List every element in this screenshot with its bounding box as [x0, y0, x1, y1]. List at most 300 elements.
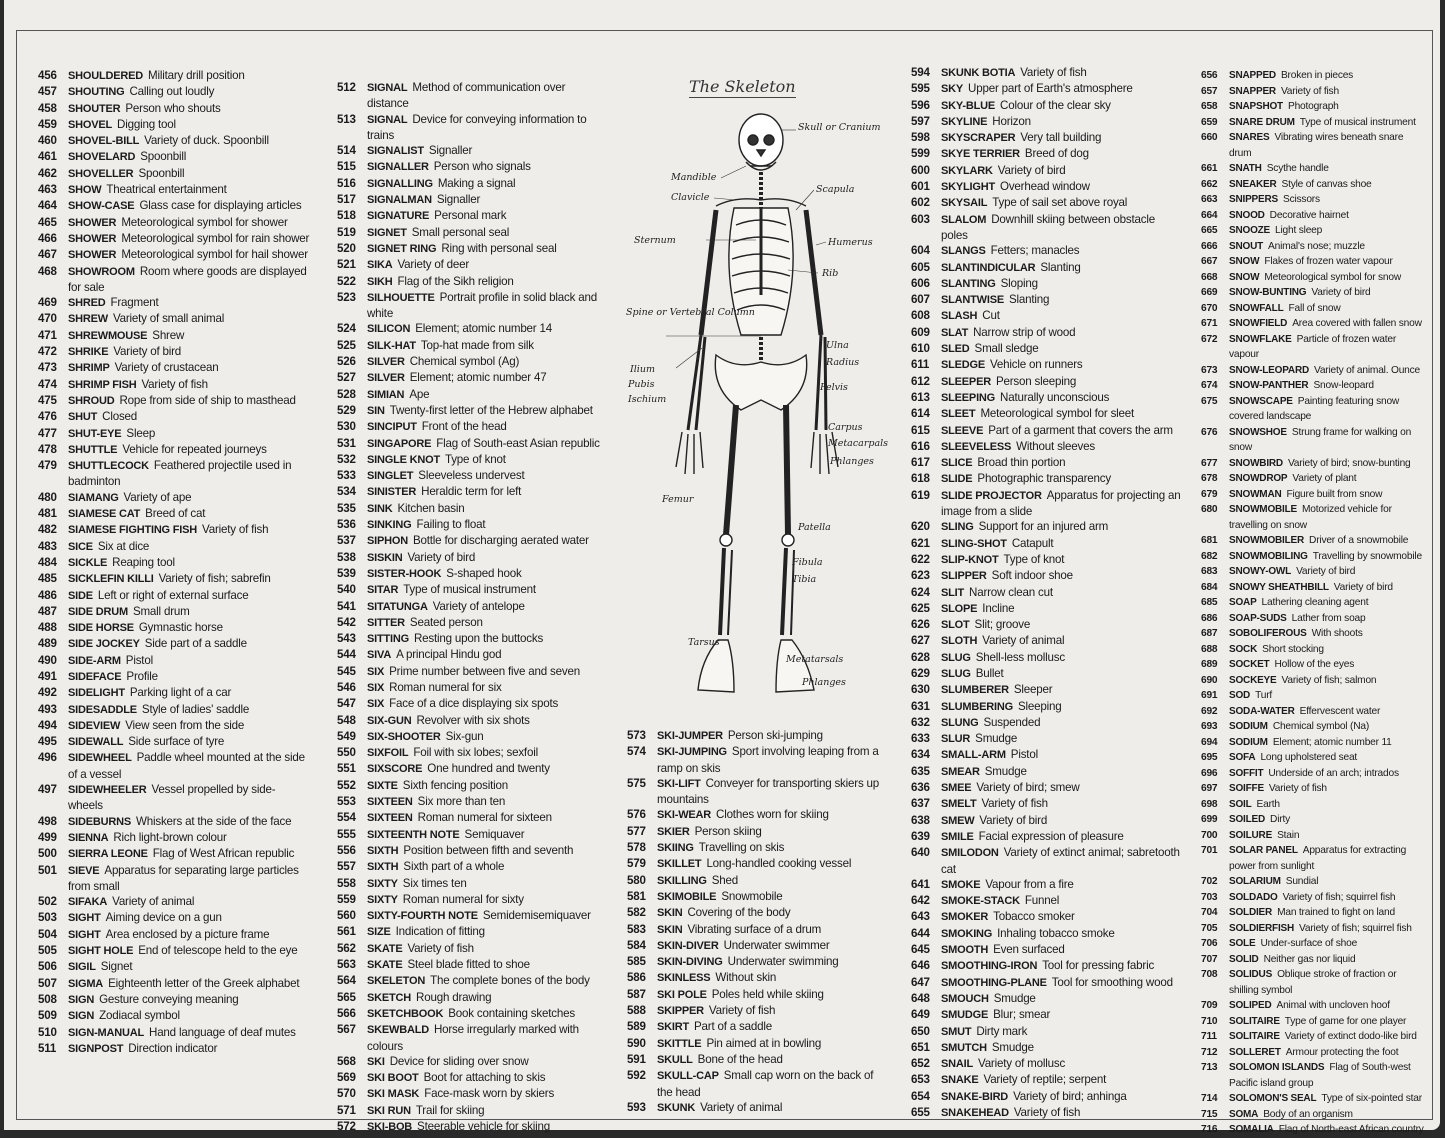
dictionary-entry [1201, 564, 1427, 580]
entry-number: 530 [337, 420, 356, 434]
label-mandible: Mandible [671, 172, 717, 183]
entry-headword: SMALL-ARM [941, 749, 1006, 762]
dictionary-entry [627, 905, 889, 921]
entry-headword: SNOWFLAKE [1229, 333, 1292, 345]
entry-number: 484 [38, 555, 57, 569]
entry-headword: SKIING [657, 842, 694, 855]
entry-definition: Colour of the clear sky [1000, 98, 1111, 112]
entry-definition: Semidemisemiquaver [482, 909, 591, 923]
entry-headword: SKYE TERRIER [941, 148, 1020, 161]
entry-number: 487 [38, 604, 57, 618]
entry-definition: Smudge [993, 991, 1036, 1005]
entry-definition: Meteorological symbol for sleet [980, 407, 1135, 421]
entry-number: 626 [911, 618, 930, 632]
dictionary-entry [911, 585, 1181, 601]
entry-number: 598 [911, 131, 930, 145]
dictionary-entry [1201, 673, 1427, 689]
entry-definition: Variety of crustacean [114, 361, 219, 375]
dictionary-entry [1201, 704, 1427, 720]
entry-number: 662 [1201, 178, 1218, 190]
entry-number: 539 [337, 566, 356, 580]
entry-definition: Vehicle on runners [990, 358, 1083, 372]
entry-number: 709 [1201, 1000, 1218, 1011]
entry-number: 503 [38, 911, 57, 925]
dictionary-entry [38, 182, 310, 198]
entry-definition: Shed [711, 873, 739, 887]
entry-headword: SIAMESE CAT [68, 508, 141, 521]
entry-number: 491 [38, 669, 57, 683]
entry-number: 541 [337, 599, 356, 613]
dictionary-entry [38, 927, 310, 943]
entry-definition: Element; atomic number 47 [409, 371, 547, 385]
entry-headword: SNOWSCAPE [1229, 395, 1293, 407]
dictionary-entry [1201, 626, 1427, 642]
entry-number: 628 [911, 650, 930, 664]
entry-number: 547 [337, 697, 356, 711]
entry-definition: Variety of fish; salmon [1281, 674, 1377, 686]
entry-headword: SLOT [941, 619, 970, 632]
entry-headword: SLANGS [941, 245, 986, 258]
entry-headword: SNOWSHOE [1229, 426, 1287, 438]
entry-definition: Photographic transparency [977, 472, 1111, 486]
dictionary-entry [911, 601, 1181, 617]
entry-number: 693 [1201, 721, 1218, 732]
entry-headword: SOMA [1229, 1108, 1259, 1120]
dictionary-entry [38, 360, 310, 376]
entry-definition: Variety of fish; squirrel fish [1282, 891, 1396, 903]
entry-number: 465 [38, 215, 57, 229]
entry-headword: SIGNAL [367, 113, 408, 126]
dictionary-entry [38, 959, 310, 975]
entry-headword: SKYSAIL [941, 197, 988, 210]
entry-definition: Snowmobile [721, 889, 783, 903]
dictionary-entry [911, 488, 1181, 520]
dictionary-entry [911, 747, 1181, 763]
dictionary-entry [1201, 471, 1427, 487]
entry-definition: Person sleeping [995, 374, 1077, 388]
entry-definition: Type of musical instrument [403, 583, 536, 597]
dictionary-entry [337, 452, 607, 468]
entry-headword: SKULL-CAP [657, 1070, 719, 1083]
entry-number: 716 [1201, 1124, 1218, 1135]
entry-number: 660 [1201, 132, 1218, 143]
dictionary-entry [337, 274, 607, 290]
entry-number: 622 [911, 552, 930, 566]
entry-headword: SMILODON [941, 847, 999, 860]
entry-number: 523 [337, 290, 356, 304]
entry-number: 667 [1201, 256, 1218, 267]
entry-number: 512 [337, 81, 356, 94]
entry-number: 513 [337, 112, 356, 126]
entry-number: 517 [337, 193, 356, 207]
dictionary-entry [337, 517, 607, 533]
dictionary-entry [337, 1070, 607, 1086]
entry-definition: Upper part of Earth's atmosphere [968, 82, 1133, 96]
entry-definition: Travelling on skis [698, 841, 785, 855]
dictionary-entry [911, 958, 1181, 974]
entry-number: 519 [337, 225, 356, 239]
label-fibula: Fibula [792, 557, 823, 568]
entry-number: 572 [337, 1120, 356, 1133]
dictionary-entry [911, 813, 1181, 829]
entry-number: 688 [1201, 643, 1218, 655]
entry-definition: Variety of fish [981, 797, 1048, 811]
entry-definition: Foil with six lobes; sexfoil [413, 746, 538, 760]
entry-definition: Area covered with fallen snow [1292, 318, 1422, 329]
entry-definition: Gymnastic horse [138, 621, 223, 635]
entry-headword: SODIUM [1229, 736, 1268, 748]
entry-headword: SISTER-HOOK [367, 567, 442, 580]
entry-definition: Variety of animal. Ounce [1314, 364, 1420, 376]
dictionary-entry [911, 991, 1181, 1007]
entry-definition: The complete bones of the body [430, 974, 590, 988]
entry-number: 634 [911, 748, 930, 762]
entry-number: 601 [911, 180, 930, 194]
entry-definition: Type of sail set above royal [992, 196, 1128, 210]
entry-definition: Calling out loudly [129, 85, 215, 99]
entry-headword: SHREWMOUSE [68, 329, 148, 342]
entry-definition: Apparatus for projecting an image from a slide [941, 488, 1181, 519]
dictionary-entry [627, 840, 889, 856]
entry-number: 468 [38, 264, 57, 278]
entry-definition: Vessel propelled by side-wheels [68, 783, 276, 813]
entry-definition: Person ski-jumping [727, 729, 823, 742]
entry-definition: Variety of small animal [112, 312, 225, 326]
entry-number: 516 [337, 176, 356, 190]
entry-number: 588 [627, 1004, 646, 1018]
entry-number: 587 [627, 987, 646, 1001]
entry-headword: SNAIL [941, 1058, 974, 1071]
entry-headword: SMEE [941, 782, 972, 795]
entry-number: 565 [337, 990, 356, 1004]
label-ilium: Ilium [630, 364, 655, 375]
dictionary-entry [337, 370, 607, 386]
entry-number: 471 [38, 328, 57, 342]
entry-definition: Hollow of the eyes [1274, 659, 1355, 670]
entry-definition: Animal with uncloven hoof [1276, 1000, 1390, 1011]
entry-headword: SLUR [941, 733, 971, 746]
dictionary-entry [1201, 316, 1427, 332]
entry-headword: SLIT [941, 586, 965, 599]
entry-definition: Underwater swimmer [723, 938, 830, 952]
entry-headword: SKITTLE [657, 1037, 702, 1050]
label-patella: Patella [798, 522, 831, 533]
entry-definition: Variety of animal [112, 895, 195, 909]
entry-definition: Downhill skiing between obstacle poles [941, 212, 1155, 242]
label-scapula: Scapula [816, 184, 855, 195]
entry-headword: SIXTH [367, 861, 399, 874]
dictionary-entry [1201, 239, 1427, 255]
dictionary-entry [911, 617, 1181, 633]
entry-headword: SLASH [941, 310, 978, 323]
entry-headword: SKELETON [367, 975, 426, 988]
entry-definition: Roman numeral for sixteen [417, 811, 552, 825]
dictionary-entry [1201, 208, 1427, 224]
dictionary-entry [38, 718, 310, 734]
dictionary-entry [38, 198, 310, 214]
entry-definition: Steerable vehicle for skiing [417, 1120, 551, 1133]
entry-definition: Smudge [984, 764, 1027, 778]
entry-number: 575 [627, 776, 646, 790]
entry-headword: SOLDADO [1229, 891, 1278, 903]
entry-headword: SNOWMOBILE [1229, 504, 1297, 515]
dictionary-entry [38, 846, 310, 862]
dictionary-entry [337, 941, 607, 957]
entry-headword: SNOWFALL [1229, 302, 1284, 314]
dictionary-entry [38, 976, 310, 992]
entry-number: 611 [911, 358, 930, 372]
entry-number: 536 [337, 518, 356, 532]
entry-definition: Long-handled cooking vessel [706, 857, 852, 871]
entry-headword: SIDEBURNS [68, 815, 131, 828]
entry-definition: Variety of bird; anhinga [1013, 1089, 1127, 1103]
entry-number: 478 [38, 442, 57, 456]
dictionary-entry [1201, 828, 1427, 844]
entry-headword: SHOVELARD [68, 151, 136, 164]
entry-headword: SHUTTLECOCK [68, 460, 149, 473]
entry-number: 498 [38, 814, 57, 828]
entry-definition: Fetters; manacles [990, 244, 1080, 258]
entry-definition: Side part of a saddle [144, 637, 247, 651]
dictionary-entry [911, 163, 1181, 179]
entry-number: 663 [1201, 194, 1218, 205]
entry-number: 603 [911, 212, 930, 226]
entry-column-2 [337, 80, 607, 1135]
entry-definition: Style of ladies' saddle [141, 702, 250, 716]
entry-number: 574 [627, 745, 646, 759]
entry-number: 696 [1201, 767, 1218, 779]
entry-number: 679 [1201, 488, 1218, 500]
entry-number: 483 [38, 539, 57, 553]
dictionary-entry [38, 669, 310, 685]
entry-number: 476 [38, 410, 57, 424]
entry-number: 615 [911, 423, 930, 437]
dictionary-entry [38, 231, 310, 247]
entry-number: 680 [1201, 504, 1218, 515]
entry-number: 629 [911, 666, 930, 680]
entry-headword: SOAP-SUDS [1229, 612, 1287, 624]
entry-headword: SMOOTHING-IRON [941, 960, 1038, 973]
entry-headword: SLUNG [941, 716, 979, 729]
dictionary-entry [1201, 874, 1427, 890]
entry-definition: Scythe handle [1266, 163, 1329, 174]
entry-definition: Variety of fish [202, 523, 269, 537]
entry-number: 496 [38, 751, 57, 765]
entry-headword: SIXSCORE [367, 763, 423, 776]
dictionary-entry [1201, 1107, 1427, 1123]
entry-number: 637 [911, 797, 930, 811]
entry-headword: SIDELIGHT [68, 687, 125, 700]
entry-headword: SKIMOBILE [657, 890, 717, 903]
entry-headword: SICKLEFIN KILLI [68, 573, 154, 586]
entry-number: 585 [627, 955, 646, 969]
entry-headword: SHRIMP FISH [68, 378, 137, 391]
entry-headword: SNATH [1229, 163, 1262, 174]
entry-number: 568 [337, 1054, 356, 1068]
dictionary-entry [627, 1068, 889, 1100]
entry-number: 479 [38, 459, 57, 473]
dictionary-entry [911, 81, 1181, 97]
dictionary-entry [337, 176, 607, 192]
entry-definition: Man trained to fight on land [1277, 907, 1395, 918]
entry-number: 550 [337, 746, 356, 760]
entry-headword: SHUT-EYE [68, 427, 122, 440]
dictionary-entry [337, 225, 607, 241]
label-carpus: Carpus [828, 422, 863, 433]
entry-number: 704 [1201, 907, 1218, 918]
dictionary-entry [1201, 1029, 1427, 1045]
entry-number: 674 [1201, 380, 1218, 391]
entry-headword: SIAMESE FIGHTING FISH [68, 524, 198, 537]
entry-headword: SKI-JUMPER [657, 730, 723, 742]
label-phalanges-hand: Phlanges [830, 456, 874, 467]
dictionary-entry [627, 824, 889, 840]
dictionary-entry [38, 295, 310, 311]
entry-number: 589 [627, 1020, 646, 1034]
entry-definition: Very tall building [1020, 131, 1102, 145]
dictionary-entry [38, 393, 310, 409]
entry-number: 500 [38, 847, 57, 861]
entry-headword: SHRIKE [68, 346, 109, 359]
entry-headword: SILICON [367, 323, 411, 336]
entry-definition: Long upholstered seat [1260, 752, 1358, 763]
dictionary-entry [38, 522, 310, 538]
entry-column-1 [38, 68, 310, 1057]
entry-number: 508 [38, 992, 57, 1006]
entry-definition: Element; atomic number 14 [415, 322, 552, 336]
dictionary-entry [337, 1103, 607, 1119]
entry-headword: SIGHT HOLE [68, 945, 134, 958]
entry-headword: SNAPPED [1229, 70, 1276, 81]
entry-number: 573 [627, 729, 646, 742]
entry-number: 678 [1201, 473, 1218, 484]
dictionary-entry [911, 292, 1181, 308]
entry-number: 492 [38, 686, 57, 700]
entry-number: 457 [38, 85, 57, 99]
entry-number: 525 [337, 338, 356, 352]
entry-definition: Spoonbill [140, 150, 187, 164]
entry-definition: Body of an organism [1263, 1108, 1353, 1120]
dictionary-entry [911, 942, 1181, 958]
dictionary-entry [38, 264, 310, 296]
entry-number: 664 [1201, 209, 1218, 221]
dictionary-entry [337, 713, 607, 729]
dictionary-entry [911, 536, 1181, 552]
entry-definition: Variety of fish [708, 1004, 776, 1018]
entry-number: 636 [911, 781, 930, 795]
entry-headword: SINCIPUT [367, 421, 417, 434]
label-clavicle: Clavicle [671, 192, 710, 203]
label-radius: Radius [826, 357, 860, 368]
dictionary-entry [337, 778, 607, 794]
entry-number: 543 [337, 632, 356, 646]
entry-definition: Variety of plant [1292, 473, 1357, 484]
entry-number: 511 [38, 1041, 57, 1055]
entry-headword: SMOKE [941, 878, 981, 891]
entry-number: 545 [337, 664, 356, 678]
entry-definition: Device for conveying information to trains [367, 112, 587, 142]
entry-definition: Armour protecting the foot [1285, 1046, 1399, 1058]
entry-definition: Soft indoor shoe [991, 569, 1073, 583]
entry-definition: Type of musical instrument [1299, 116, 1416, 128]
entry-headword: SOLARIUM [1229, 876, 1281, 887]
entry-headword: SODA-WATER [1229, 705, 1295, 717]
dictionary-entry [1201, 905, 1427, 921]
entry-headword: SMOOTHING-PLANE [941, 976, 1047, 989]
entry-headword: SHOVELLER [68, 167, 134, 180]
dictionary-entry [337, 387, 607, 403]
dictionary-entry [337, 599, 607, 615]
dictionary-entry [911, 65, 1181, 81]
entry-definition: Reaping tool [112, 555, 175, 569]
entry-number: 480 [38, 490, 57, 504]
entry-headword: SKETCH [367, 991, 412, 1004]
dictionary-entry [337, 664, 607, 680]
dictionary-entry [337, 1086, 607, 1102]
entry-number: 654 [911, 1089, 930, 1103]
entry-number: 627 [911, 634, 930, 648]
dictionary-entry [1201, 68, 1427, 84]
dictionary-entry [337, 533, 607, 549]
entry-headword: SIPHON [367, 535, 408, 548]
entry-definition: Personal mark [434, 209, 507, 223]
entry-number: 592 [627, 1069, 646, 1083]
entry-number: 563 [337, 958, 356, 972]
entry-number: 650 [911, 1024, 930, 1038]
entry-headword: SKUNK [657, 1101, 696, 1114]
entry-number: 677 [1201, 457, 1218, 469]
label-tibia: Tibia [792, 574, 817, 585]
entry-definition: Direction indicator [128, 1041, 218, 1055]
entry-headword: SNAPSHOT [1229, 101, 1283, 112]
dictionary-entry [911, 519, 1181, 535]
entry-number: 560 [337, 909, 356, 923]
entry-headword: SIGIL [68, 961, 96, 974]
dictionary-entry [337, 290, 607, 322]
entry-definition: Variety of fish [1013, 1106, 1081, 1119]
entry-definition: Heraldic term for left [421, 485, 522, 499]
entry-number: 524 [337, 322, 356, 336]
entry-headword: SINISTER [367, 486, 417, 499]
entry-headword: SIXFOIL [367, 747, 409, 760]
entry-number: 656 [1201, 70, 1218, 81]
dictionary-entry [38, 734, 310, 750]
entry-headword: SKATE [367, 942, 403, 955]
entry-definition: Variety of bird [1296, 566, 1356, 577]
dictionary-entry [337, 1054, 607, 1070]
dictionary-entry [911, 1007, 1181, 1023]
dictionary-entry [38, 68, 310, 84]
entry-headword: SIDE JOCKEY [68, 638, 140, 651]
dictionary-entry [1201, 952, 1427, 968]
entry-definition: Underside of an arch; intrados [1268, 767, 1399, 779]
entry-number: 617 [911, 456, 930, 470]
entry-headword: SLING [941, 521, 974, 534]
entry-headword: SIGNAL [367, 82, 408, 94]
entry-definition: Seated person [409, 615, 483, 629]
entry-number: 535 [337, 501, 356, 515]
entry-definition: Variety of fish; squirrel fish [1299, 922, 1412, 934]
entry-definition: Variety of duck. Spoonbill [144, 134, 269, 148]
dictionary-entry [627, 1100, 889, 1116]
entry-number: 661 [1201, 163, 1218, 174]
dictionary-entry [337, 631, 607, 647]
entry-headword: SILVER [367, 372, 405, 385]
bone-labels [626, 122, 888, 688]
entry-number: 470 [38, 312, 57, 326]
entry-definition: View seen from the side [125, 718, 245, 732]
entry-definition: Method of communication over distance [367, 81, 566, 111]
